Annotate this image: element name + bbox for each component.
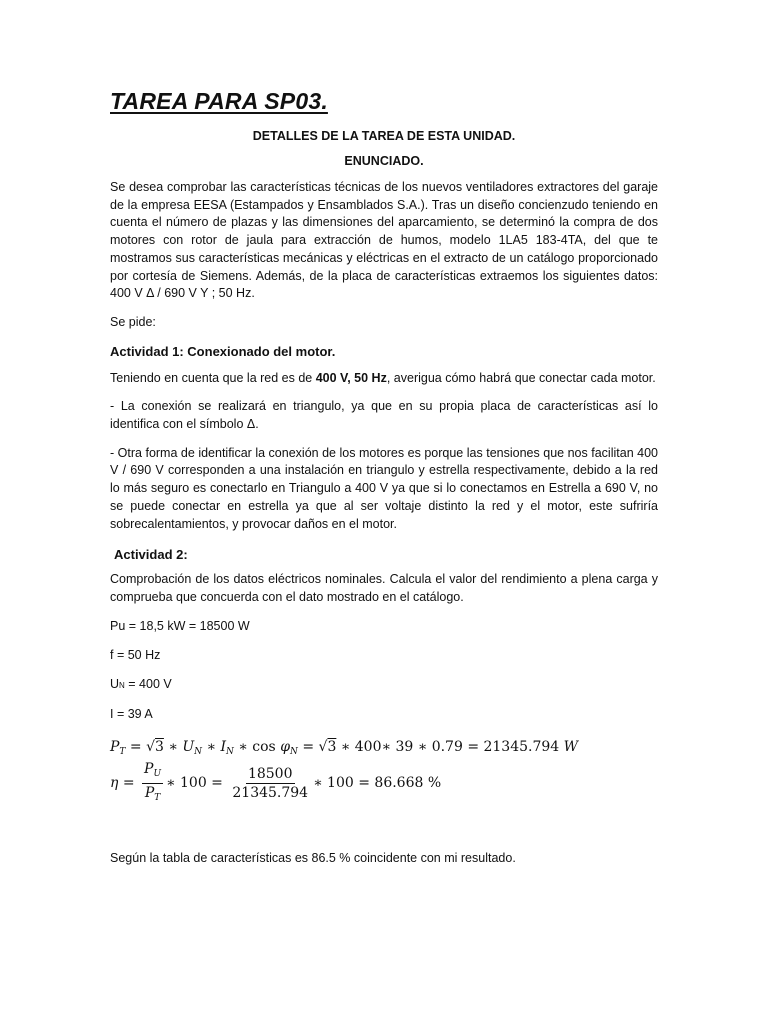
page-title: TAREA PARA SP03.	[110, 88, 328, 114]
fraction-numerator	[142, 761, 163, 784]
activity-2-heading: Actividad 2:	[114, 547, 188, 563]
eq-subscript: N	[225, 746, 234, 757]
eq-unit: W	[563, 738, 579, 755]
pu-value: Pu = 18,5 kW = 18500 W	[110, 618, 250, 633]
eq-symbol: φ	[280, 738, 290, 755]
question-text-end: , averigua cómo habrá que conectar cada motor.	[386, 370, 656, 385]
statement-heading: ENUNCIADO.	[344, 154, 424, 168]
current-value: I = 39 A	[110, 706, 153, 721]
voltage-subscript: N	[119, 680, 125, 690]
details-heading: DETALLES DE LA TAREA DE ESTA UNIDAD.	[252, 129, 516, 143]
eq-result: ∗ 100 = 86.668 %	[313, 775, 442, 792]
eq-result: ∗ 400∗ 39 ∗ 0.79 = 21345.794	[336, 738, 564, 755]
eq-subscript: N	[194, 746, 203, 757]
fraction-values	[230, 766, 310, 801]
voltage-symbol: U	[110, 676, 120, 691]
eq-operator: =	[125, 738, 147, 755]
question-text-start: Teniendo en cuenta que la red es de	[110, 370, 316, 385]
fraction-denominator	[143, 784, 162, 806]
eq-operator: ∗ cos	[233, 738, 281, 755]
eq-subscript: U	[153, 768, 162, 779]
sqrt-value: 3	[155, 738, 164, 755]
network-voltage: 400 V, 50 Hz	[315, 370, 387, 385]
conclusion: Según la tabla de características es 86.5 % coincidente con mi resultado.	[110, 850, 516, 865]
eta-symbol: η	[110, 775, 119, 792]
eq-operator: ∗	[163, 738, 183, 755]
frequency-value: f = 50 Hz	[110, 647, 161, 662]
sqrt-symbol: √3	[318, 738, 337, 755]
eq-symbol: I	[220, 738, 226, 755]
fraction-pu-pt	[142, 761, 163, 806]
fraction-denominator: 21345.794	[232, 784, 309, 801]
activity-1-heading: Actividad 1: Conexionado del motor.	[110, 343, 336, 359]
intro-paragraph: Se desea comprobar las características técnicas de los nuevos ventiladores extractores del garaje de la empresa EESA (Estampados y Ensamblados S.A.). Tras un diseño concienzudo teniendo en cuenta el número de plazas y las dimensiones del aparcamiento, se determinó la compra de dos motores con rotor de jaula para extracción de humos, modelo 1LA5 183-4TA, del que te mostramos sus características mecánicas y eléctricas en el extracto de un catálogo proporcionado por cortesía de Siemens. Además, de la placa de características extraemos los siguientes datos: 400 V Δ / 690 V Y ; 50 Hz.	[110, 180, 658, 301]
efficiency-equation	[110, 761, 658, 806]
eq-symbol: P	[144, 784, 155, 801]
eq-subscript: T	[119, 746, 126, 757]
sqrt-symbol: √3	[146, 738, 164, 755]
activity-1-answer-2: - Otra forma de identificar la conexión de los motores es porque las tensiones que nos facilitan 400 V / 690 V corresponden a una instalación en triangulo y estrella respectivamente, debido a la red lo más seguro es conectarlo en Triangulo a 400 V ya que si lo conectamos en Estrella a 690 V, no se puede conectar en estrella ya que al ser voltaje distinto la red y el motor, este sufriría sobrecalentamientos, y provocar daños en el motor.	[110, 445, 658, 531]
eq-operator: ∗	[202, 738, 221, 755]
voltage-number: = 400 V	[124, 676, 172, 691]
activity-2-question: Comprobación de los datos eléctricos nominales. Calcula el valor del rendimiento a plena carga y comprueba que concuerda con el dato mostrado en el catálogo.	[110, 572, 658, 604]
power-equation	[110, 739, 658, 757]
se-pide-label: Se pide:	[110, 314, 156, 329]
fraction-numerator: 18500	[247, 765, 293, 782]
eq-symbol: P	[144, 760, 154, 777]
eq-symbol: U	[182, 738, 195, 755]
eq-subscript: N	[290, 746, 298, 757]
eq-symbol: P	[110, 738, 120, 755]
eq-subscript: T	[154, 792, 161, 803]
sqrt-value: 3	[327, 738, 337, 755]
eq-operator: =	[297, 738, 319, 755]
activity-1-answer-1: - La conexión se realizará en triangulo, ya que en su propia placa de características así lo identifica con el símbolo Δ.	[110, 399, 658, 432]
activity-1-question	[110, 370, 658, 388]
voltage-value	[110, 676, 658, 694]
eq-operator: ∗ 100 =	[166, 775, 228, 792]
eq-operator: =	[118, 775, 140, 792]
